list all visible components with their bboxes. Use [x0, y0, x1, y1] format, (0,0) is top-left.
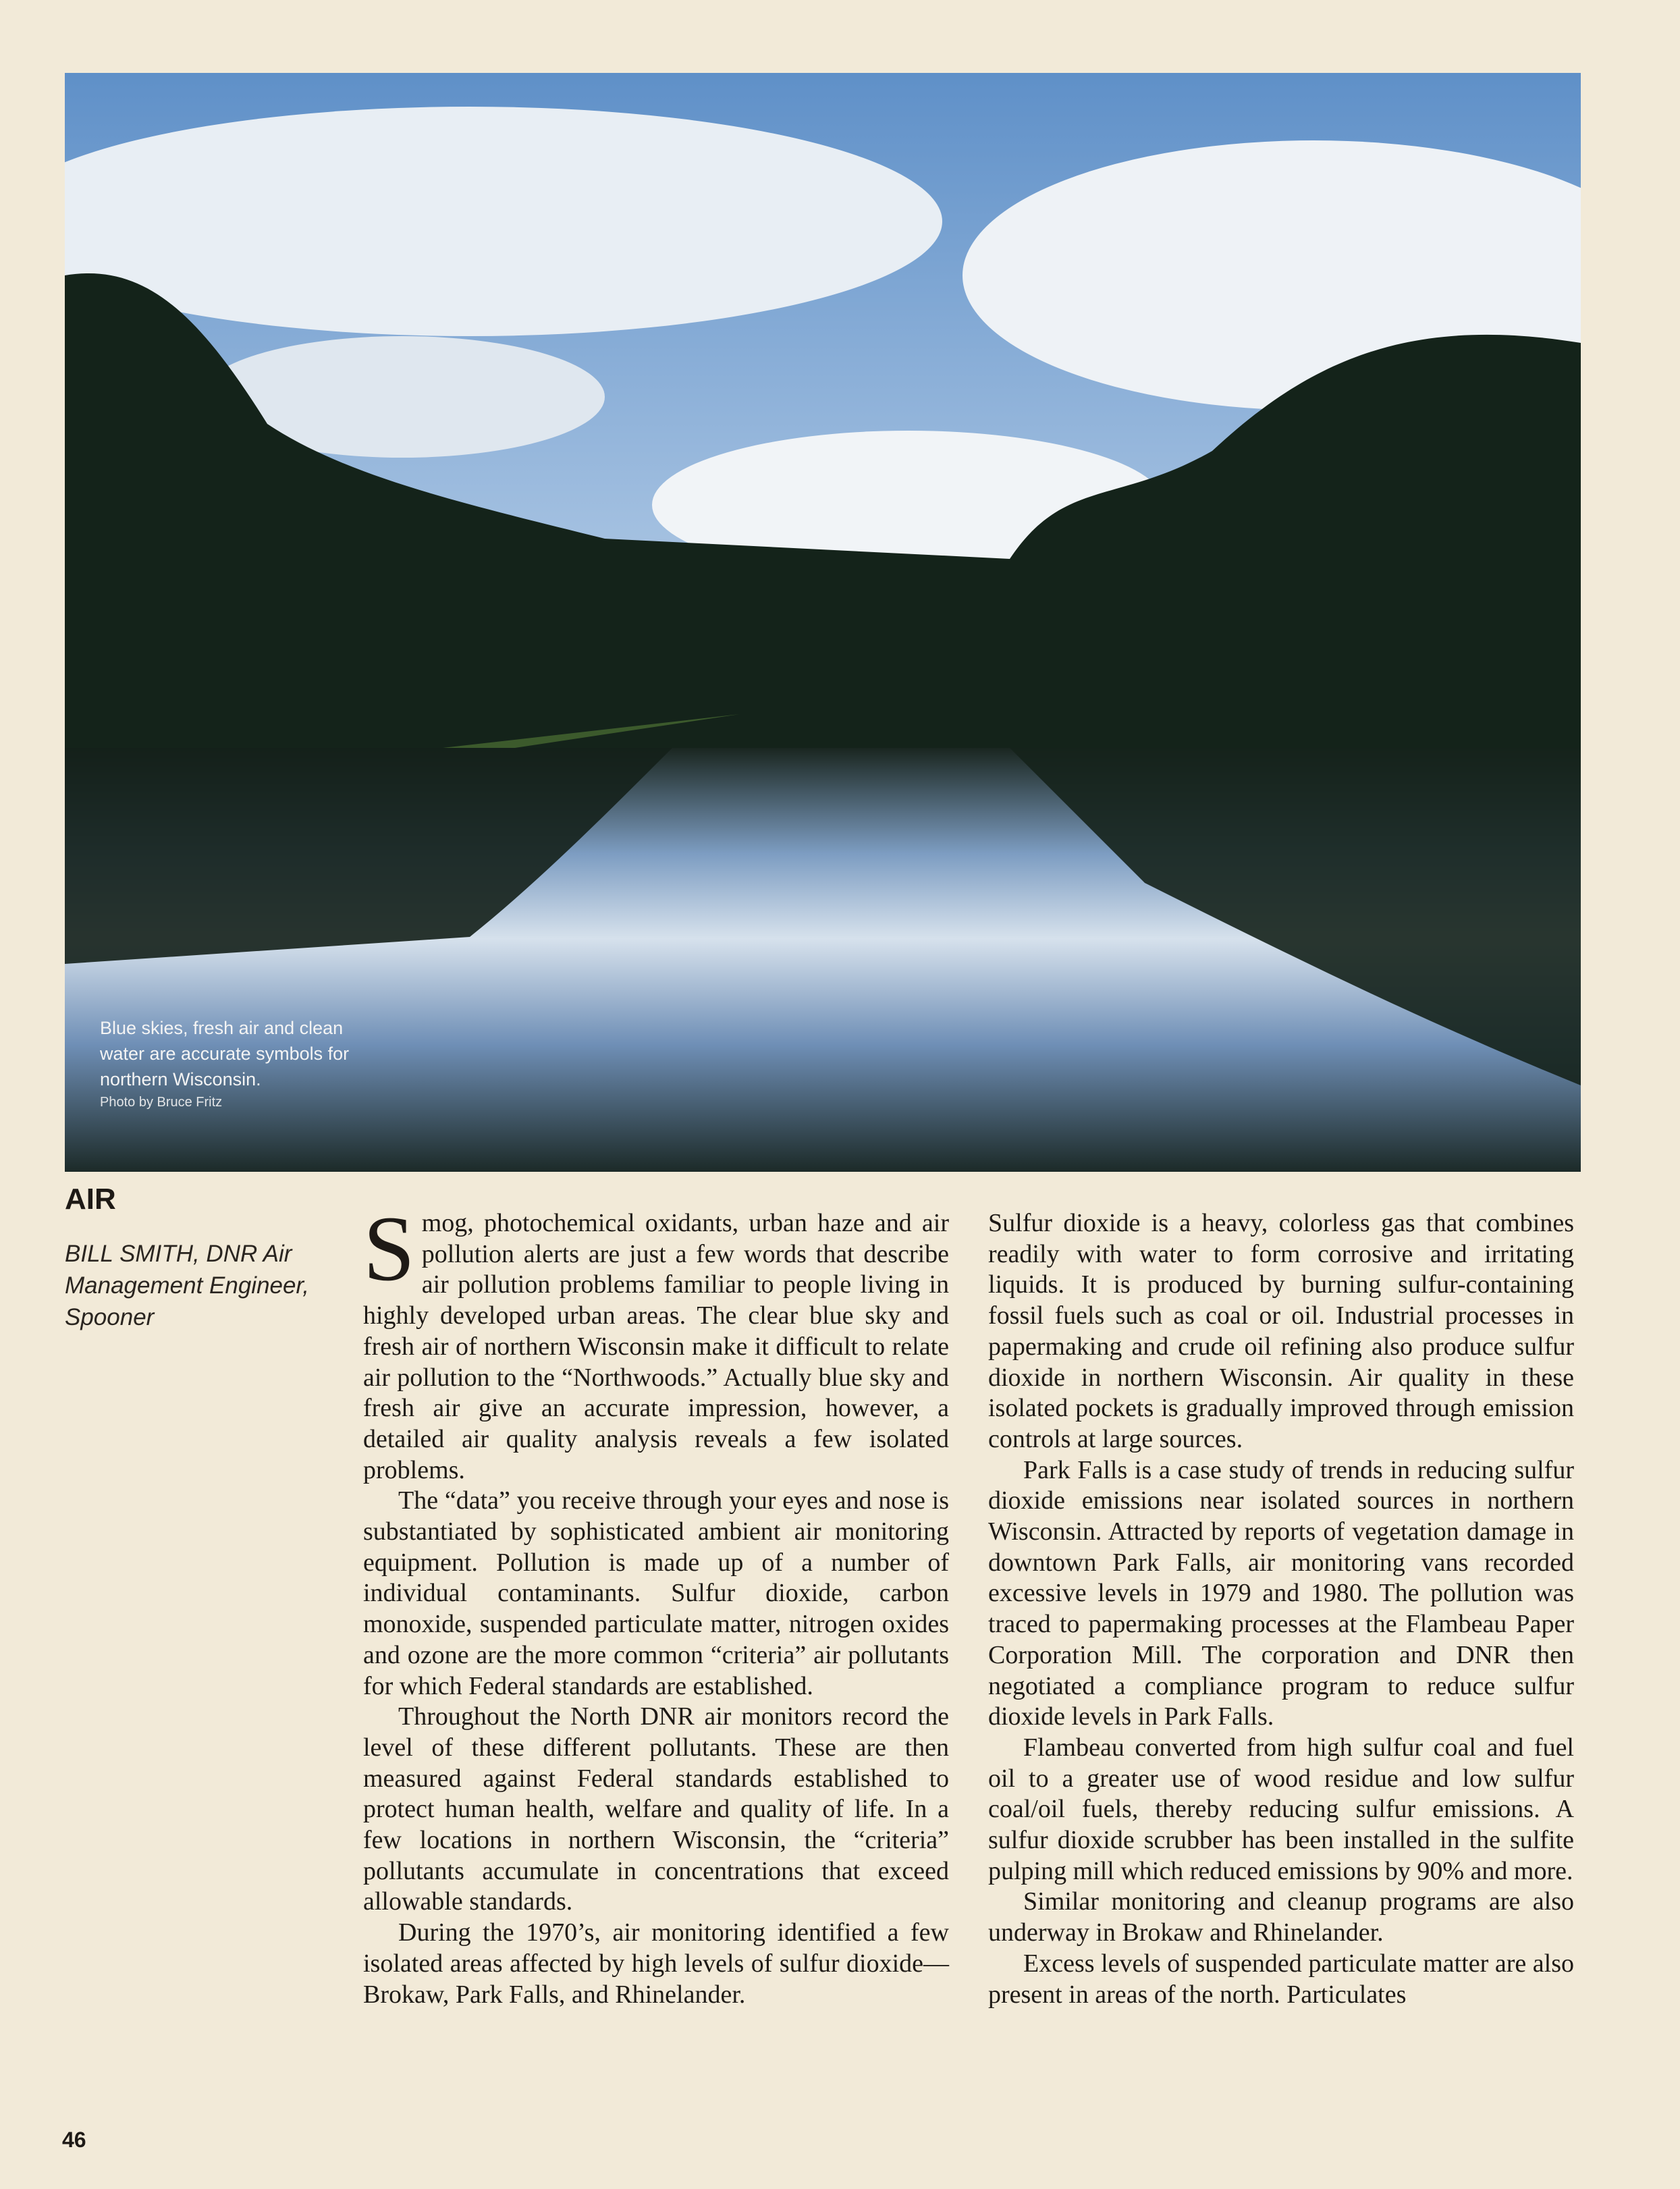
paragraph: Park Falls is a case study of trends in reducing sulfur dioxide emissions near isolated sources in northern Wisconsin. Attracted by reports of vegetation damage in downtown Park Falls, air monitoring vans recorded excessive levels in 1979 and 1980. The pollution was traced to papermaking processes at the Flambeau Paper Corporation Mill. The corporation and DNR then negotiated a compliance program to reduce sulfur dioxide levels in Park Falls.	[988, 1455, 1574, 1731]
paragraph: Smog, photochemical oxidants, urban haze and air pollution alerts are just a few words that describe air pollution problems familiar to people living in highly developed urban areas. The clear blue sky and fresh air of northern Wisconsin make it difficult to relate air pollution to the “Northwoods.” Actually blue sky and fresh air give an accurate impression, however, a detailed air quality analysis reveals a few isolated problems.	[363, 1197, 949, 1484]
page-number: 46	[62, 2128, 86, 2152]
drop-cap: S	[363, 1197, 415, 1300]
article-column-2	[988, 1208, 1574, 2010]
paragraph: Excess levels of suspended particulate matter are also present in areas of the north. Particulates	[988, 1949, 1574, 2009]
paragraph: The “data” you receive through your eyes and nose is substantiated by sophisticated ambient air monitoring equipment. Pollution is made up of a number of individual contaminants. Sulfur dioxide, carbon monoxide, suspended particulate matter, nitrogen oxides and ozone are the more common “criteria” air pollutants for which Federal standards are established.	[363, 1486, 949, 1700]
lake-scene-illustration	[65, 73, 1581, 1172]
article-heading: AIR	[65, 1183, 116, 1216]
photo-credit: Photo by Bruce Fritz	[100, 1095, 223, 1110]
paragraph: During the 1970’s, air monitoring identified a few isolated areas affected by high levels of sulfur dioxide—Brokaw, Park Falls, and Rhinelander.	[363, 1918, 949, 2009]
article-column-1	[363, 1197, 949, 2010]
article-byline: BILL SMITH, DNR Air Management Engineer, Spooner	[65, 1241, 309, 1330]
paragraph: Similar monitoring and cleanup programs are also underway in Brokaw and Rhinelander.	[988, 1887, 1574, 1947]
caption-text: Blue skies, fresh air and clean water are accurate symbols for northern Wisconsin.	[100, 1018, 350, 1089]
lake-photo	[65, 73, 1581, 1172]
paragraph: Throughout the North DNR air monitors record the level of these different pollutants. These are then measured against Federal standards established to protect human health, welfare and quality of life. In a few locations in northern Wisconsin, the “criteria” pollutants accumulate in concentrations that exceed allowable standards.	[363, 1702, 949, 1916]
photo-caption	[100, 1015, 383, 1112]
paragraph: Sulfur dioxide is a heavy, colorless gas that combines readily with water to form corrosive and irritating liquids. It is produced by burning sulfur-containing fossil fuels such as coal or oil. Industrial processes in papermaking and crude oil refining also produce sulfur dioxide in northern Wisconsin. Air quality in these isolated pockets is gradually improved through emission controls at large sources.	[988, 1209, 1574, 1453]
paragraph: Flambeau converted from high sulfur coal and fuel oil to a greater use of wood residue and low sulfur coal/oil fuels, thereby reducing sulfur emissions. A sulfur dioxide scrubber has been installed in the sulfite pulping mill which reduced emissions by 90% and more.	[988, 1733, 1574, 1885]
